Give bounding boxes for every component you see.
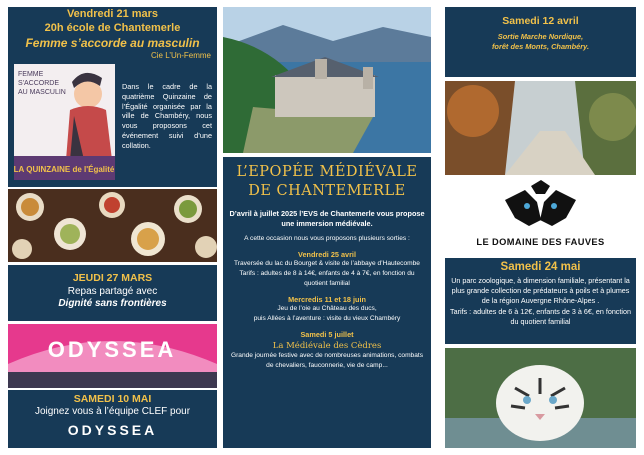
outing-text: Traversée du lac du Bourget & visite de l’abbaye d’Hautecombe (234, 259, 420, 267)
event-card-odyssea (8, 390, 217, 448)
outing-date: Samedi 5 juillet (300, 329, 354, 339)
odyssea-logo: ODYSSEA (67, 422, 158, 438)
event-line: Sortie Marche Nordique, (497, 32, 584, 41)
event-date: Samedi 12 avril (502, 15, 579, 27)
event-date: JEUDI 27 MARS (72, 272, 153, 284)
odyssea-banner-image (8, 324, 217, 388)
femme-poster-image (14, 64, 115, 180)
event-place: 20h école de Chantemerle (44, 22, 181, 34)
outing-text: Jeu de l’oie au Château des ducs, (277, 304, 377, 312)
epopee-title-1: L’EPOPÉE MÉDIÉVALE (236, 164, 418, 180)
poster-title-2: S'ACCORDE (18, 80, 60, 87)
forest-path-photo (445, 81, 636, 175)
event-date: Vendredi 21 mars (66, 8, 159, 20)
event-line: Joignez vous à l’équipe CLEF pour (34, 406, 191, 417)
domaine-des-fauves-logo (445, 180, 636, 256)
epopee-card (223, 157, 431, 448)
event-company: Cie L’Un-Femme (150, 51, 211, 60)
event-line: forêt des Monts, Chambéry. (491, 42, 590, 51)
poster-band-text: LA QUINZAINE de l'Égalité (14, 165, 115, 174)
outing-text: Grande journée festive avec de nombreuses animations, combats de chevaliers, fauconnerie, vie de camp... (230, 351, 424, 369)
shared-meal-photo (8, 189, 217, 262)
tigers-icon (445, 180, 636, 236)
fauves-name: LE DOMAINE DES FAUVES (476, 237, 605, 247)
odyssea-banner-text: ODYSSEA (47, 337, 177, 362)
event-title: Femme s’accorde au masculin (25, 36, 200, 50)
epopee-intro: D’avril à juillet 2025 l’EVS de Chantemerle vous propose une immersion médiévale. (229, 209, 425, 228)
event-tarifs: Tarifs : adultes de 6 à 12€, enfants de 3 à 6€, en fonction du quotient familial (449, 307, 631, 326)
white-tiger-photo (445, 348, 636, 448)
event-description: Un parc zoologique, à dimension familiale, présentant la plus grande collection de prédateurs à poils et à plumes de la région Auvergne Rhône-Alpes . (451, 276, 630, 305)
event-partner: Dignité sans frontières (58, 298, 167, 309)
outing-tarifs: Tarifs : adultes de 8 à 14€, enfants de 4 à 7€, en fonction du quotient familial (239, 269, 415, 287)
outing-date: Vendredi 25 avril (297, 249, 356, 259)
epopee-title-2: DE CHANTEMERLE (248, 183, 406, 199)
event-description: Dans le cadre de la quatrième Quinzaine de l’Égalité organisée par la ville de Chambéry, nous vous proposons cet événement suivi d’une collation. (122, 82, 212, 150)
outing-text: puis Allées à l’aventure : visite du vieux Chambéry (253, 314, 401, 322)
outing-date: Mercredis 11 et 18 juin (288, 294, 366, 304)
poster-title-3: AU MASCULIN (18, 89, 66, 96)
event-date: Samedi 24 mai (500, 261, 581, 273)
epopee-occasion: A cette occasion nous vous proposons plusieurs sorties : (244, 235, 410, 242)
poster-title-1: FEMME (18, 71, 44, 78)
event-card-fauves (445, 258, 636, 344)
event-date: SAMEDI 10 MAI (73, 393, 152, 405)
event-line: Repas partagé avec (67, 286, 158, 297)
event-card-marche (445, 7, 636, 77)
castle-lake-photo (223, 7, 431, 153)
event-card-repas (8, 265, 217, 321)
outing-subtitle: La Médiévale des Cèdres (272, 340, 382, 351)
